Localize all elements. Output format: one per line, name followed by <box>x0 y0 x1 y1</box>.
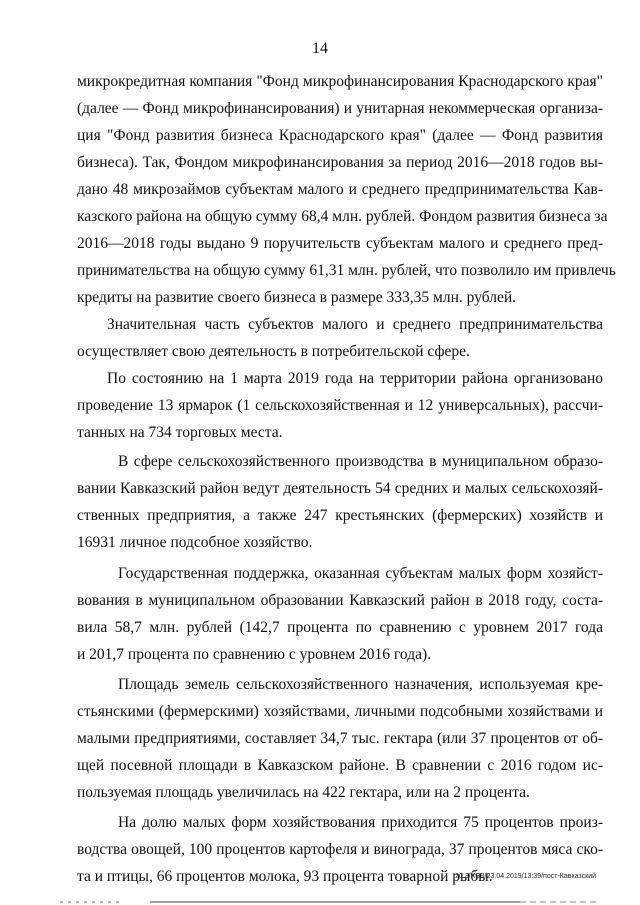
text-line: 2016—2018 годы выдано 9 поручительств субъектам малого и среднего пред- <box>77 235 603 252</box>
text-line: ственных предприятия, а также 247 крестьянских (фермерских) хозяйств и <box>77 507 603 524</box>
text-line: осуществляет свою деятельность в потребительской сфере. <box>77 343 470 360</box>
text-line: Значительная часть субъектов малого и среднего предпринимательства <box>107 316 603 333</box>
text-line: проведение 13 ярмарок (1 сельскохозяйственная и 12 универсальных), рассчи- <box>77 397 603 414</box>
text-line: водства овощей, 100 процентов картофеля и винограда, 37 процентов мяса ско- <box>77 841 603 858</box>
text-line: казского района на общую сумму 68,4 млн. рублей. Фондом развития бизнеса за <box>77 208 608 225</box>
text-line: На долю малых форм хозяйствования приходится 75 процентов произ- <box>118 814 603 831</box>
text-line: вании Кавказский район ведут деятельность 54 средних и малых сельскохозяй- <box>77 480 603 497</box>
text-line: щей посевной площади в Кавказском районе. В сравнении с 2016 годом ис- <box>77 757 603 774</box>
text-line: По состоянию на 1 марта 2019 года на территории района организовано <box>107 370 603 387</box>
text-line: та и птицы, 66 процентов молока, 93 процента товарной рыбы. <box>77 868 493 885</box>
text-line: танных на 734 торговых места. <box>77 424 283 441</box>
scan-edge-marks <box>0 898 640 905</box>
text-line: вования в муниципальном образовании Кавказский район в 2018 году, соста- <box>77 592 603 609</box>
text-line: дано 48 микрозаймов субъектам малого и среднего предпринимательства Кав- <box>77 181 603 198</box>
text-line: стьянскими (фермерскими) хозяйствами, личными подсобными хозяйствами и <box>77 703 603 720</box>
text-line: микрокредитная компания "Фонд микрофинансирования Краснодарского края" <box>77 73 603 90</box>
text-line: малыми предприятиями, составляет 34,7 тыс. гектара (или 37 процентов от об- <box>77 730 603 747</box>
text-line: Государственная поддержка, оказанная субъектам малых форм хозяйст- <box>118 565 603 582</box>
text-line: и 201,7 процента по сравнению с уровнем 2016 года). <box>77 646 432 663</box>
text-line: кредиты на развитие своего бизнеса в размере 333,35 млн. рублей. <box>77 289 517 306</box>
page-number: 14 <box>312 40 328 57</box>
text-line: В сфере сельскохозяйственного производства в муниципальном образо- <box>118 453 603 470</box>
text-line: 16931 личное подсобное хозяйство. <box>77 534 313 551</box>
text-line: ция "Фонд развития бизнеса Краснодарского края" (далее — Фонд развития <box>77 127 603 144</box>
text-line: Площадь земель сельскохозяйственного назначения, используемая кре- <box>118 676 603 693</box>
text-line: (далее — Фонд микрофинансирования) и унитарная некоммерческая организа- <box>77 100 603 117</box>
text-line: пользуемая площадь увеличилась на 422 гектара, или на 2 процента. <box>77 784 530 801</box>
text-line: принимательства на общую сумму 61,31 млн. рублей, что позволило им привлечь <box>77 262 616 279</box>
text-line: вила 58,7 млн. рублей (142,7 процента по сравнению с уровнем 2017 года <box>77 619 603 636</box>
text-line: бизнеса). Так, Фондом микрофинансирования за период 2016—2018 годов вы- <box>77 154 603 171</box>
footer-stamp: 20.3/ХБВ/23.04.2019/13:39/пост-Кавказский <box>455 873 596 880</box>
